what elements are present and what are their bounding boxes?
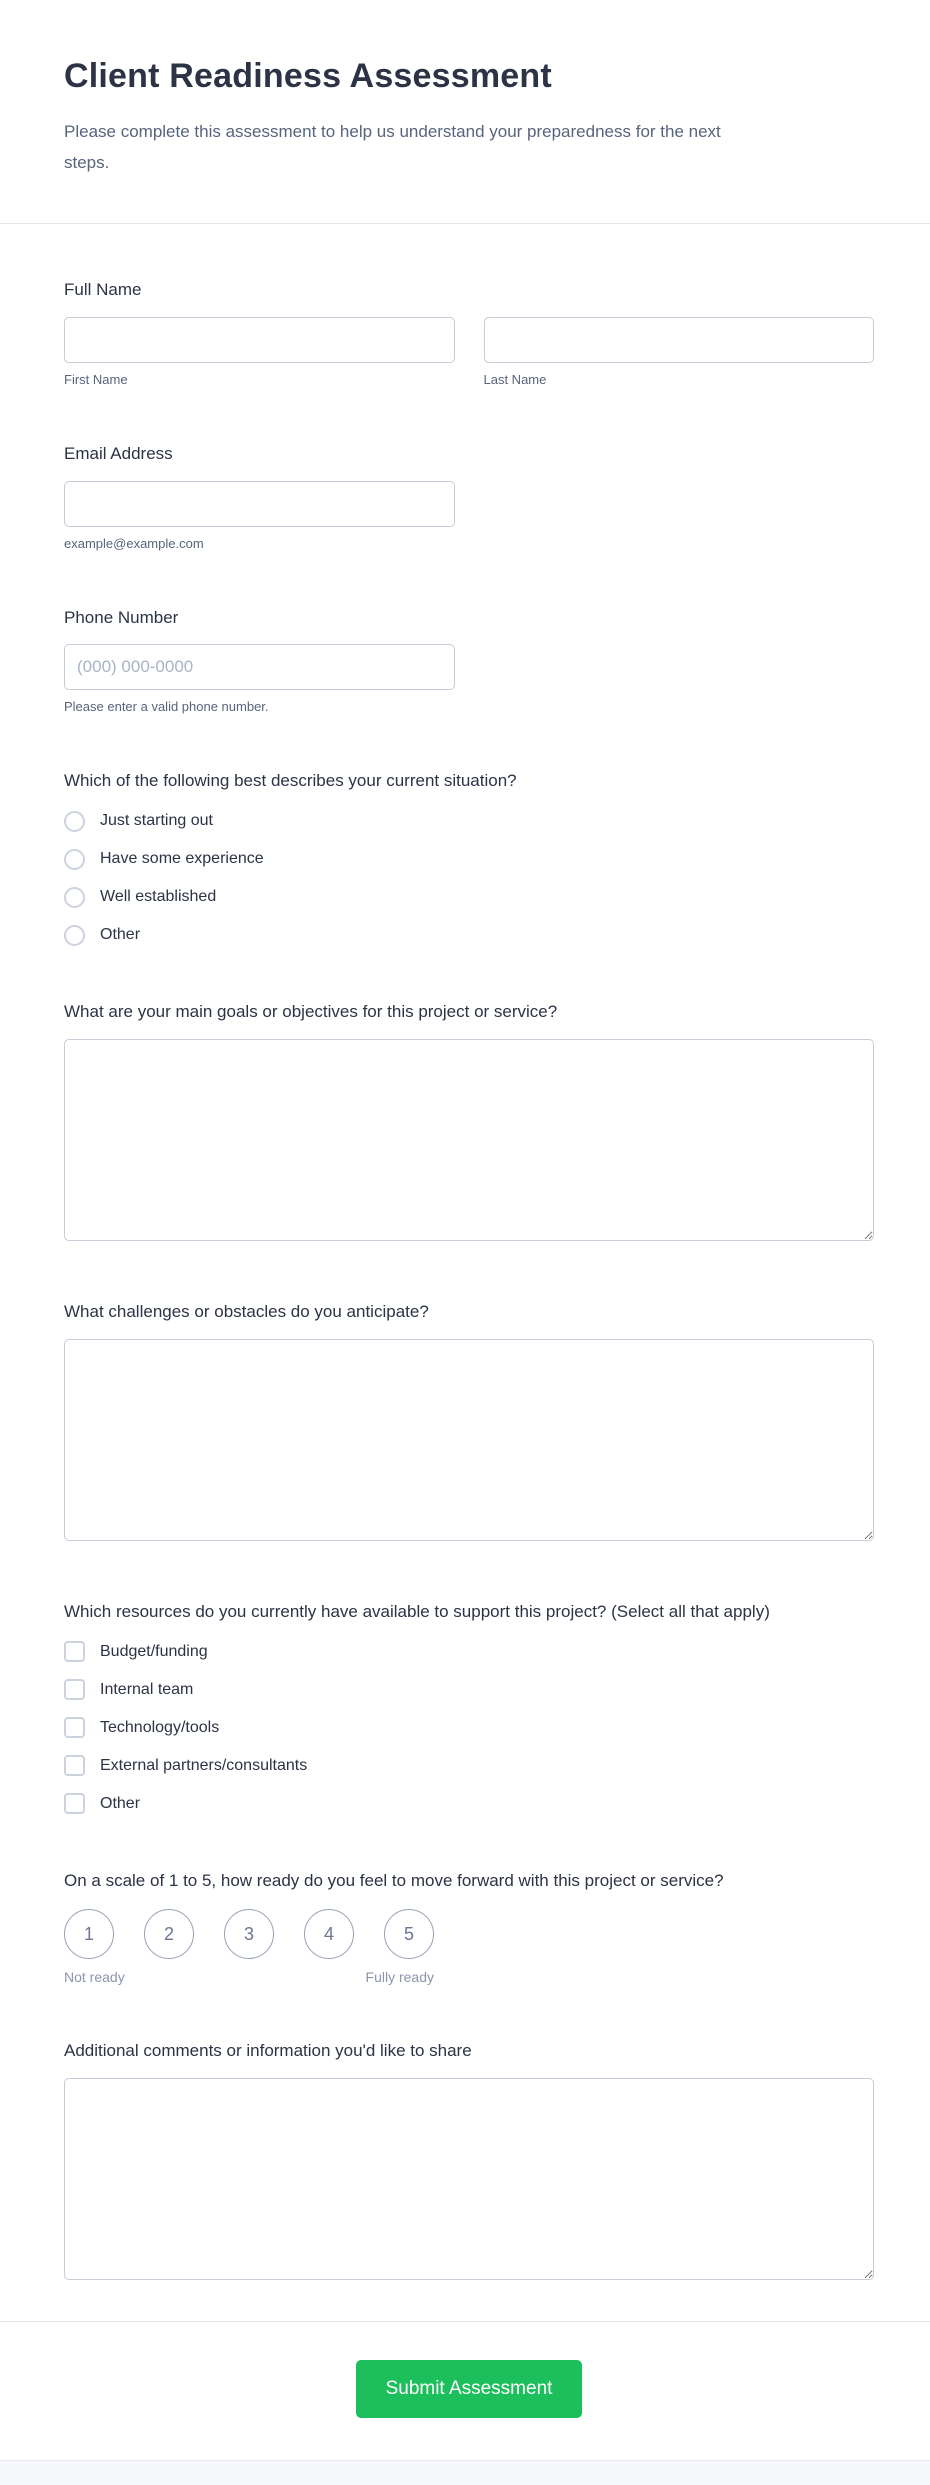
email-input[interactable] <box>64 481 455 527</box>
radio-option-row <box>64 848 874 870</box>
checkbox-option-row <box>64 1793 874 1815</box>
radio-option-label[interactable]: Other <box>100 926 141 944</box>
email-label: Email Address <box>64 443 173 463</box>
goals-label: What are your main goals or objectives for this project or service? <box>64 1002 558 1022</box>
form-header <box>0 0 930 224</box>
radio-button[interactable] <box>64 811 85 832</box>
field-email <box>64 442 874 552</box>
checkbox-option-row <box>64 1679 874 1701</box>
field-full-name <box>64 278 874 388</box>
phone-label: Phone Number <box>64 607 179 627</box>
scale-max-label: Fully ready <box>365 1969 434 1986</box>
first-name-sublabel: First Name <box>64 371 128 387</box>
field-challenges <box>64 1300 874 1546</box>
scale-min-label: Not ready <box>64 1969 125 1986</box>
checkbox-option-label[interactable]: Technology/tools <box>100 1718 220 1736</box>
radio-option-label[interactable]: Just starting out <box>100 812 213 830</box>
scale-option-2[interactable]: 2 <box>144 1909 194 1959</box>
radio-option-row <box>64 810 874 832</box>
comments-textarea[interactable] <box>64 2078 874 2280</box>
checkbox-option-label[interactable]: Internal team <box>100 1680 194 1698</box>
name-row <box>64 317 874 388</box>
submit-area <box>64 2322 874 2460</box>
challenges-textarea[interactable] <box>64 1339 874 1541</box>
email-sublabel: example@example.com <box>64 535 204 551</box>
scale-end-labels <box>64 1969 434 1985</box>
scale-option-1[interactable]: 1 <box>64 1909 114 1959</box>
checkbox[interactable] <box>64 1755 85 1776</box>
radio-button[interactable] <box>64 887 85 908</box>
scale-option-4[interactable]: 4 <box>304 1909 354 1959</box>
resources-label: Which resources do you currently have available to support this project? (Select all that apply) <box>64 1601 770 1621</box>
phone-sublabel: Please enter a valid phone number. <box>64 699 269 715</box>
checkbox[interactable] <box>64 1793 85 1814</box>
field-comments <box>64 2039 874 2285</box>
form-body <box>0 224 930 2460</box>
checkbox-option-row <box>64 1755 874 1777</box>
checkbox[interactable] <box>64 1679 85 1700</box>
first-name-col <box>64 317 455 388</box>
field-goals <box>64 1000 874 1246</box>
page-subtitle: Please complete this assessment to help us understand your preparedness for the next steps. <box>64 122 721 172</box>
checkbox-option-label[interactable]: External partners/consultants <box>100 1756 308 1774</box>
page-title: Client Readiness Assessment <box>64 57 552 95</box>
field-phone <box>64 606 874 716</box>
scale-option-3[interactable]: 3 <box>224 1909 274 1959</box>
challenges-label: What challenges or obstacles do you anticipate? <box>64 1301 429 1321</box>
full-name-label: Full Name <box>64 280 142 299</box>
checkbox-option-label[interactable]: Budget/funding <box>100 1642 208 1660</box>
radio-button[interactable] <box>64 925 85 946</box>
goals-textarea[interactable] <box>64 1039 874 1241</box>
field-resources <box>64 1600 874 1815</box>
radio-button[interactable] <box>64 849 85 870</box>
page-background <box>0 2461 930 2469</box>
scale-option-5[interactable]: 5 <box>384 1909 434 1959</box>
scale-row <box>64 1909 434 1959</box>
comments-label: Additional comments or information you'd like to share <box>64 2041 472 2061</box>
situation-label: Which of the following best describes your current situation? <box>64 771 517 791</box>
last-name-col <box>484 317 875 388</box>
radio-option-label[interactable]: Well established <box>100 888 217 906</box>
phone-input[interactable] <box>64 644 455 690</box>
radio-option-row <box>64 886 874 908</box>
field-situation <box>64 769 874 946</box>
checkbox[interactable] <box>64 1717 85 1738</box>
readiness-label: On a scale of 1 to 5, how ready do you feel to move forward with this project or service? <box>64 1870 724 1890</box>
checkbox-option-row <box>64 1717 874 1739</box>
radio-option-row <box>64 924 874 946</box>
radio-option-label[interactable]: Have some experience <box>100 850 264 868</box>
last-name-sublabel: Last Name <box>483 371 547 387</box>
checkbox[interactable] <box>64 1641 85 1662</box>
checkbox-option-label[interactable]: Other <box>100 1794 141 1812</box>
submit-button[interactable]: Submit Assessment <box>356 2360 582 2418</box>
first-name-input[interactable] <box>64 317 455 363</box>
field-readiness <box>64 1869 874 1986</box>
last-name-input[interactable] <box>484 317 875 363</box>
checkbox-option-row <box>64 1641 874 1663</box>
